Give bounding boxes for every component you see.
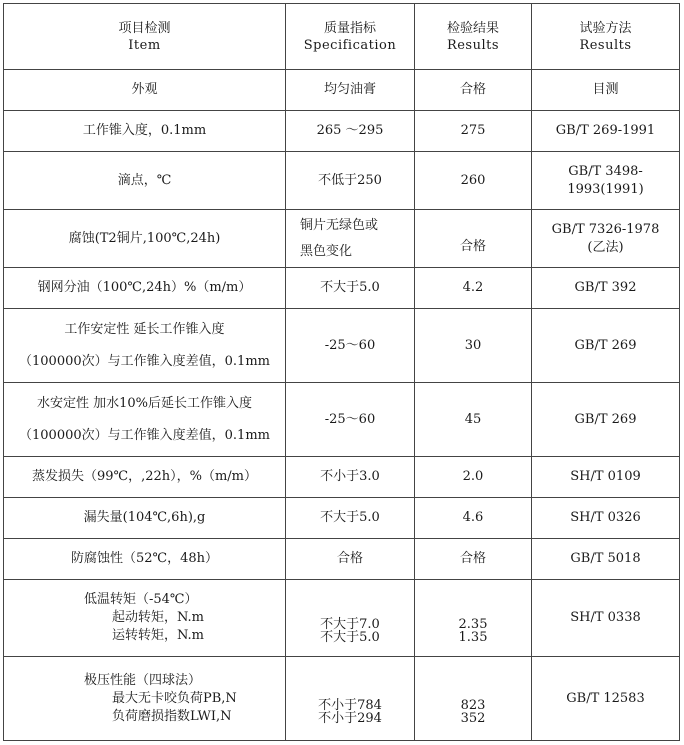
cell-result-line: 4.6 [462,510,484,525]
cell-method [532,457,680,498]
table-row [4,70,680,111]
cell-item-line: 蒸发损失（99℃，,22h），%（m/m） [31,469,258,484]
header-item-cn: 项目检测 [118,20,171,36]
cell-spec-line: 不小于784 [318,697,382,713]
cell-spec-line: 铜片无绿色或 [300,217,379,233]
cell-result [415,210,532,268]
cell-method [532,657,680,741]
header-method-en: Results [579,37,632,53]
cell-item-line: 负荷磨损指数LWI,N [112,708,232,724]
cell-method-line: GB/T 5018 [570,551,641,566]
table-row [4,152,680,210]
cell-spec [286,580,415,657]
cell-item [4,309,286,383]
spec-table [3,3,680,741]
cell-result-line: 2.0 [462,469,484,484]
cell-method [532,111,680,152]
cell-result-line: 30 [464,337,482,353]
cell-method [532,152,680,210]
header-spec-en: Specification [303,37,397,53]
cell-result [415,70,532,111]
cell-item-line: （100000次）与工作锥入度差值，0.1mm [19,427,270,443]
cell-result-line: 合格 [459,82,486,97]
cell-result [415,152,532,210]
cell-item-line: 起动转矩，N.m [112,610,205,625]
cell-item [4,457,286,498]
cell-spec-line: 不大于5.0 [320,510,380,525]
cell-spec-line: 合格 [336,551,363,566]
cell-item [4,580,286,657]
cell-result-line: 合格 [459,238,486,254]
cell-item-line: 水安定性 加水10%后延长工作锥入度 [36,395,253,411]
cell-method [532,210,680,268]
table-row [4,498,680,539]
cell-spec [286,309,415,383]
cell-item-line: 低温转矩（-54℃） [84,592,198,607]
cell-result-line: 260 [460,172,486,188]
cell-item [4,111,286,152]
cell-result-line: 823 [460,697,486,713]
cell-result-line: 352 [460,710,486,726]
cell-result [415,539,532,580]
cell-result [415,580,532,657]
cell-spec [286,498,415,539]
cell-result [415,268,532,309]
cell-item [4,383,286,457]
cell-item-line: （100000次）与工作锥入度差值，0.1mm [19,353,270,369]
cell-result-line: 275 [460,123,486,138]
cell-method-line: GB/T 392 [574,280,637,295]
header-result-cn: 检验结果 [446,20,499,36]
table-row [4,457,680,498]
cell-item-line: 极压性能（四球法） [84,672,202,688]
table-row [4,268,680,309]
cell-spec [286,383,415,457]
cell-spec [286,657,415,741]
cell-method [532,539,680,580]
header-method [532,4,680,70]
cell-spec [286,70,415,111]
cell-spec-line: -25～60 [324,411,376,427]
cell-spec [286,152,415,210]
cell-method-line: GB/T 269-1991 [555,123,656,138]
cell-item-line: 漏失量(104℃,6h),g [83,510,206,525]
header-row [4,4,680,70]
cell-spec-line: 不低于250 [318,172,382,188]
cell-item [4,70,286,111]
cell-item [4,539,286,580]
cell-spec-line: 不大于5.0 [320,630,380,645]
cell-result [415,657,532,741]
cell-method-line: GB/T 269 [574,411,637,427]
table-row [4,309,680,383]
cell-item-line: 最大无卡咬负荷PB,N [112,690,237,706]
cell-spec-line: -25～60 [324,337,376,353]
cell-item [4,268,286,309]
cell-result-line: 合格 [459,551,486,566]
cell-spec-line: 均匀油膏 [323,82,376,97]
cell-result-line: 4.2 [462,280,484,295]
cell-method-line: 目测 [592,82,619,97]
header-item [4,4,286,70]
cell-method [532,268,680,309]
cell-method-line: 1993(1991) [567,181,644,197]
cell-method-line: (乙法) [587,239,624,255]
cell-method [532,580,680,657]
cell-item-line: 工作锥入度，0.1mm [82,123,207,138]
cell-spec-line: 不小于3.0 [320,469,380,484]
cell-method-line: SH/T 0326 [570,510,641,525]
cell-method-line: GB/T 269 [574,337,637,353]
cell-method-line: SH/T 0109 [570,469,641,484]
cell-result-line: 45 [464,411,482,427]
header-method-cn: 试验方法 [579,20,632,36]
cell-result [415,383,532,457]
cell-result [415,498,532,539]
cell-method-line: GB/T 3498- [568,163,643,179]
cell-method [532,498,680,539]
cell-item-line: 运转转矩，N.m [112,628,205,643]
table-row [4,657,680,741]
cell-result [415,457,532,498]
header-spec-cn: 质量指标 [323,20,376,36]
cell-result-line: 1.35 [458,630,488,645]
cell-spec [286,210,415,268]
table-row [4,580,680,657]
cell-method [532,70,680,111]
header-result-en: Results [446,37,500,53]
cell-method [532,383,680,457]
table-row [4,539,680,580]
cell-method-line: SH/T 0338 [570,610,641,625]
cell-item-line: 防腐蚀性（52℃，48h） [71,551,218,566]
cell-spec-line: 不大于7.0 [320,617,380,632]
cell-spec-line: 不小于294 [318,710,382,726]
cell-method-line: GB/T 12583 [566,690,645,706]
cell-item [4,498,286,539]
cell-spec [286,268,415,309]
cell-result [415,309,532,383]
cell-item [4,210,286,268]
cell-result-line: 2.35 [458,617,488,632]
cell-item-line: 外观 [131,82,158,97]
header-spec [286,4,415,70]
cell-item-line: 钢网分油（100℃,24h）%（m/m） [37,280,252,295]
header-item-en: Item [128,37,161,53]
cell-method [532,309,680,383]
cell-item-line: 腐蚀(T2铜片,100℃,24h) [68,230,221,246]
cell-result [415,111,532,152]
cell-spec-line: 黑色变化 [300,243,353,259]
cell-item-line: 滴点，℃ [117,172,172,188]
cell-item [4,657,286,741]
table-row [4,111,680,152]
cell-spec-line: 265 ～295 [316,123,384,138]
cell-item [4,152,286,210]
cell-spec-line: 不大于5.0 [320,280,380,295]
cell-spec [286,111,415,152]
cell-method-line: GB/T 7326-1978 [551,221,660,237]
cell-item-line: 工作安定性 延长工作锥入度 [64,321,225,337]
cell-spec [286,457,415,498]
cell-spec [286,539,415,580]
table-row [4,210,680,268]
header-result [415,4,532,70]
table-row [4,383,680,457]
